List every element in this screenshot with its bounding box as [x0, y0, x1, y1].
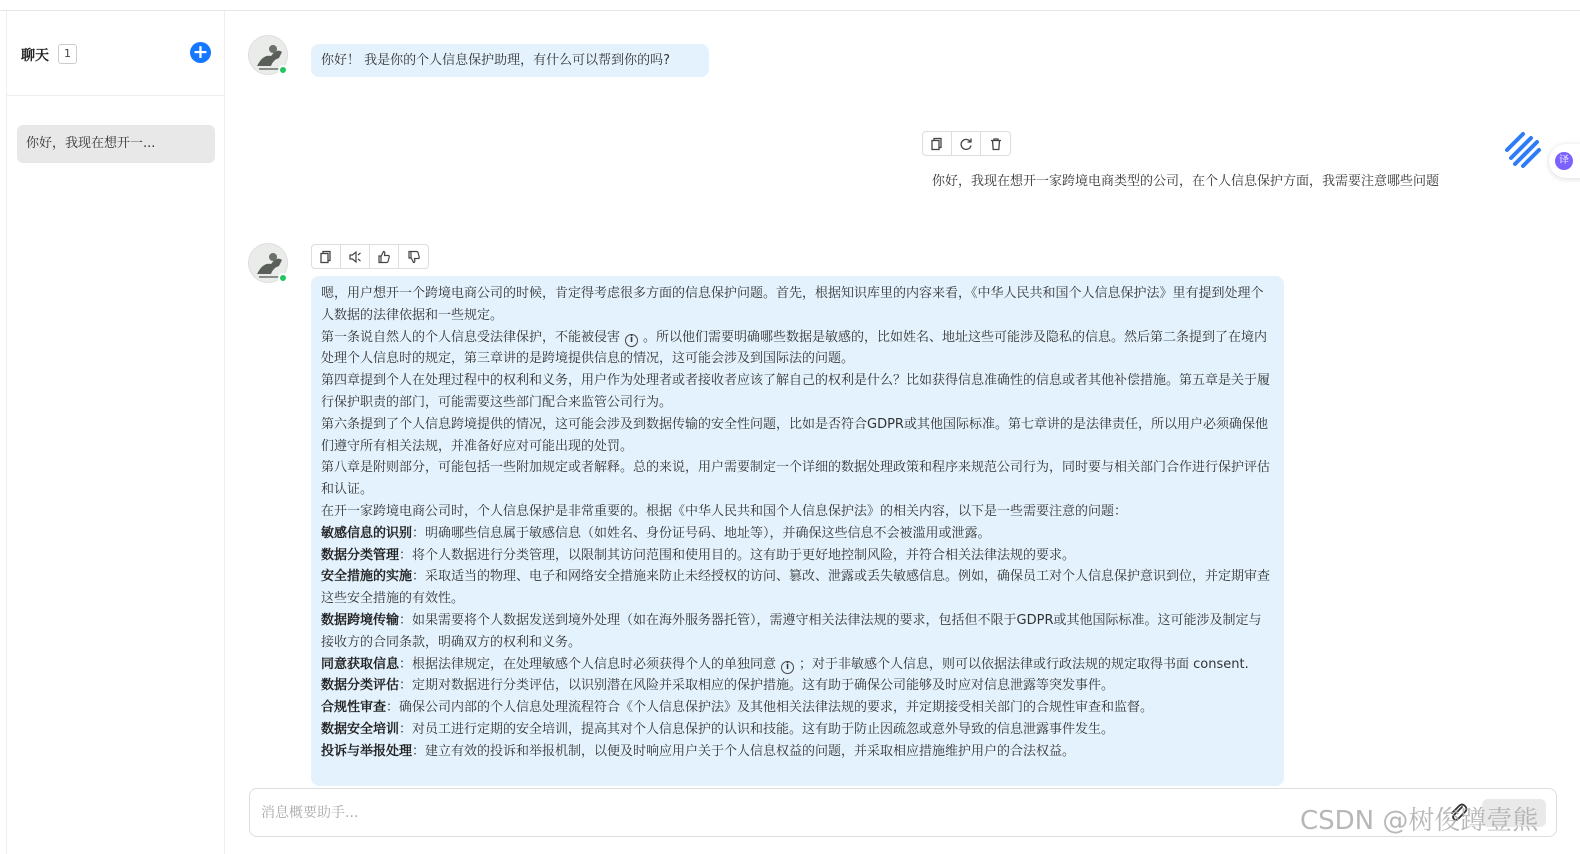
answer-paragraph: 第四章提到个人在处理过程中的权利和义务，用户作为处理者或者接收者应该了解自己的权利是什么？比如获得信息准确性的信息或者其他补偿措施。第五章是关于履行保护职责的部门，可能需要这些部门配合来监管公司行为。 [321, 373, 1271, 410]
thumbs-up-icon[interactable] [370, 245, 399, 268]
answer-paragraph: 第一条说自然人的个人信息受法律保护，不能被侵害 i 。所以他们需要明确哪些数据是敏感的，比如姓名、地址这些可能涉及隐私的信息。然后第二条提到了在境内处理个人信息时的规定，第三章讲的是跨境提供信息的情况，这可能会涉及到国际法的问题。 [321, 329, 1268, 367]
answer-list-item: 数据跨境传输：如果需要将个人数据发送到境外处理（如在海外服务器托管），需遵守相关法律法规的要求，包括但不限于GDPR或其他国际标准。这可能涉及制定与接收方的合同条款，明确双方的权利和义务。 [321, 612, 1262, 650]
watermark: CSDN @树俊蹲壹熊 [1300, 806, 1539, 836]
answer-list-item: 数据分类管理：将个人数据进行分类管理，以限制其访问范围和使用目的。这有助于更好地控制风险，并符合相关法律法规的要求。 [321, 547, 1076, 563]
answer-paragraph: 嗯，用户想开一个跨境电商公司的时候，肯定得考虑很多方面的信息保护问题。首先，根据知识库里的内容来看，《中华人民共和国个人信息保护法》里有提到处理个人数据的法律依据和一些规定。 [321, 286, 1264, 323]
sidebar [6, 11, 225, 854]
user-message-toolbar [922, 131, 1011, 156]
message-input[interactable] [261, 801, 1261, 825]
sidebar-title: 聊天 [21, 48, 49, 64]
answer-paragraph: 在开一家跨境电商公司时，个人信息保护是非常重要的。根据《中华人民共和国个人信息保护法》的相关内容，以下是一些需要注意的问题： [321, 503, 1128, 519]
translate-badge: 译 [1555, 152, 1573, 170]
top-divider [0, 10, 1580, 11]
refresh-icon[interactable] [952, 132, 981, 155]
answer-paragraph: 第八章是附则部分，可能包括一些附加规定或者解释。总的来说，用户需要制定一个详细的数据处理政策和程序来规范公司行为，同时要与相关部门合作进行保护评估和认证。 [321, 460, 1271, 498]
answer-list-item: 投诉与举报处理：建立有效的投诉和举报机制，以便及时响应用户关于个人信息权益的问题，并采取相应措施维护用户的合法权益。 [321, 743, 1076, 759]
answer-list-item: 数据安全培训：对员工进行定期的安全培训，提高其对个人信息保护的认识和技能。这有助于防止因疏忽或意外导致的信息泄露事件发生。 [321, 721, 1115, 737]
sidebar-conversation-item[interactable]: 你好，我现在想开一... [17, 125, 215, 163]
info-icon[interactable]: i [781, 661, 794, 674]
speaker-icon[interactable] [341, 245, 370, 268]
answer-list-item: 同意获取信息：根据法律规定，在处理敏感个人信息时必须获得个人的单独同意 i ；对于非敏感个人信息，则可以依据法律或行政法规的规定取得书面 consent. [321, 656, 1249, 672]
online-status-dot [278, 273, 288, 283]
copy-icon[interactable] [923, 132, 952, 155]
answer-paragraph: 第六条提到了个人信息跨境提供的情况，这可能会涉及到数据传输的安全性问题，比如是否符合GDPR或其他国际标准。第七章讲的是法律责任，所以用户必须确保他们遵守所有相关法规，并准备好应对可能出现的处罚。 [321, 416, 1268, 454]
translate-plugin-icon[interactable] [1503, 130, 1543, 170]
answer-list-item: 合规性审查：确保公司内部的个人信息处理流程符合《个人信息保护法》及其他相关法律法规的要求，并定期接受相关部门的合规性审查和监督。 [321, 700, 1154, 716]
assistant-answer-message [311, 276, 1284, 786]
delete-icon[interactable] [981, 132, 1010, 155]
answer-list-item: 数据分类评估：定期对数据进行分类评估，以识别潜在风险并采取相应的保护措施。这有助于确保公司能够及时应对信息泄露等突发事件。 [321, 678, 1115, 694]
copy-icon[interactable] [312, 245, 341, 268]
user-message: 你好，我现在想开一家跨境电商类型的公司，在个人信息保护方面，我需要注意哪些问题 [932, 174, 1440, 189]
assistant-greeting-message: 你好！ 我是你的个人信息保护助理，有什么可以帮到你的吗? [311, 44, 709, 77]
new-chat-plus-icon[interactable]: + [190, 42, 211, 63]
answer-toolbar [311, 244, 429, 269]
conversation-count-badge: 1 [58, 44, 77, 64]
thumbs-down-icon[interactable] [399, 245, 428, 268]
answer-list-item: 安全措施的实施：采取适当的物理、电子和网络安全措施来防止未经授权的访问、篡改、泄露或丢失敏感信息。例如，确保员工对个人信息保护意识到位，并定期审查这些安全措施的有效性。 [321, 569, 1271, 607]
sidebar-header [7, 11, 225, 96]
answer-list-item: 敏感信息的识别：明确哪些信息属于敏感信息（如姓名、身份证号码、地址等），并确保这些信息不会被滥用或泄露。 [321, 525, 991, 541]
translate-side-tab[interactable] [1549, 144, 1580, 178]
online-status-dot [278, 65, 288, 75]
info-icon[interactable]: i [625, 334, 638, 347]
